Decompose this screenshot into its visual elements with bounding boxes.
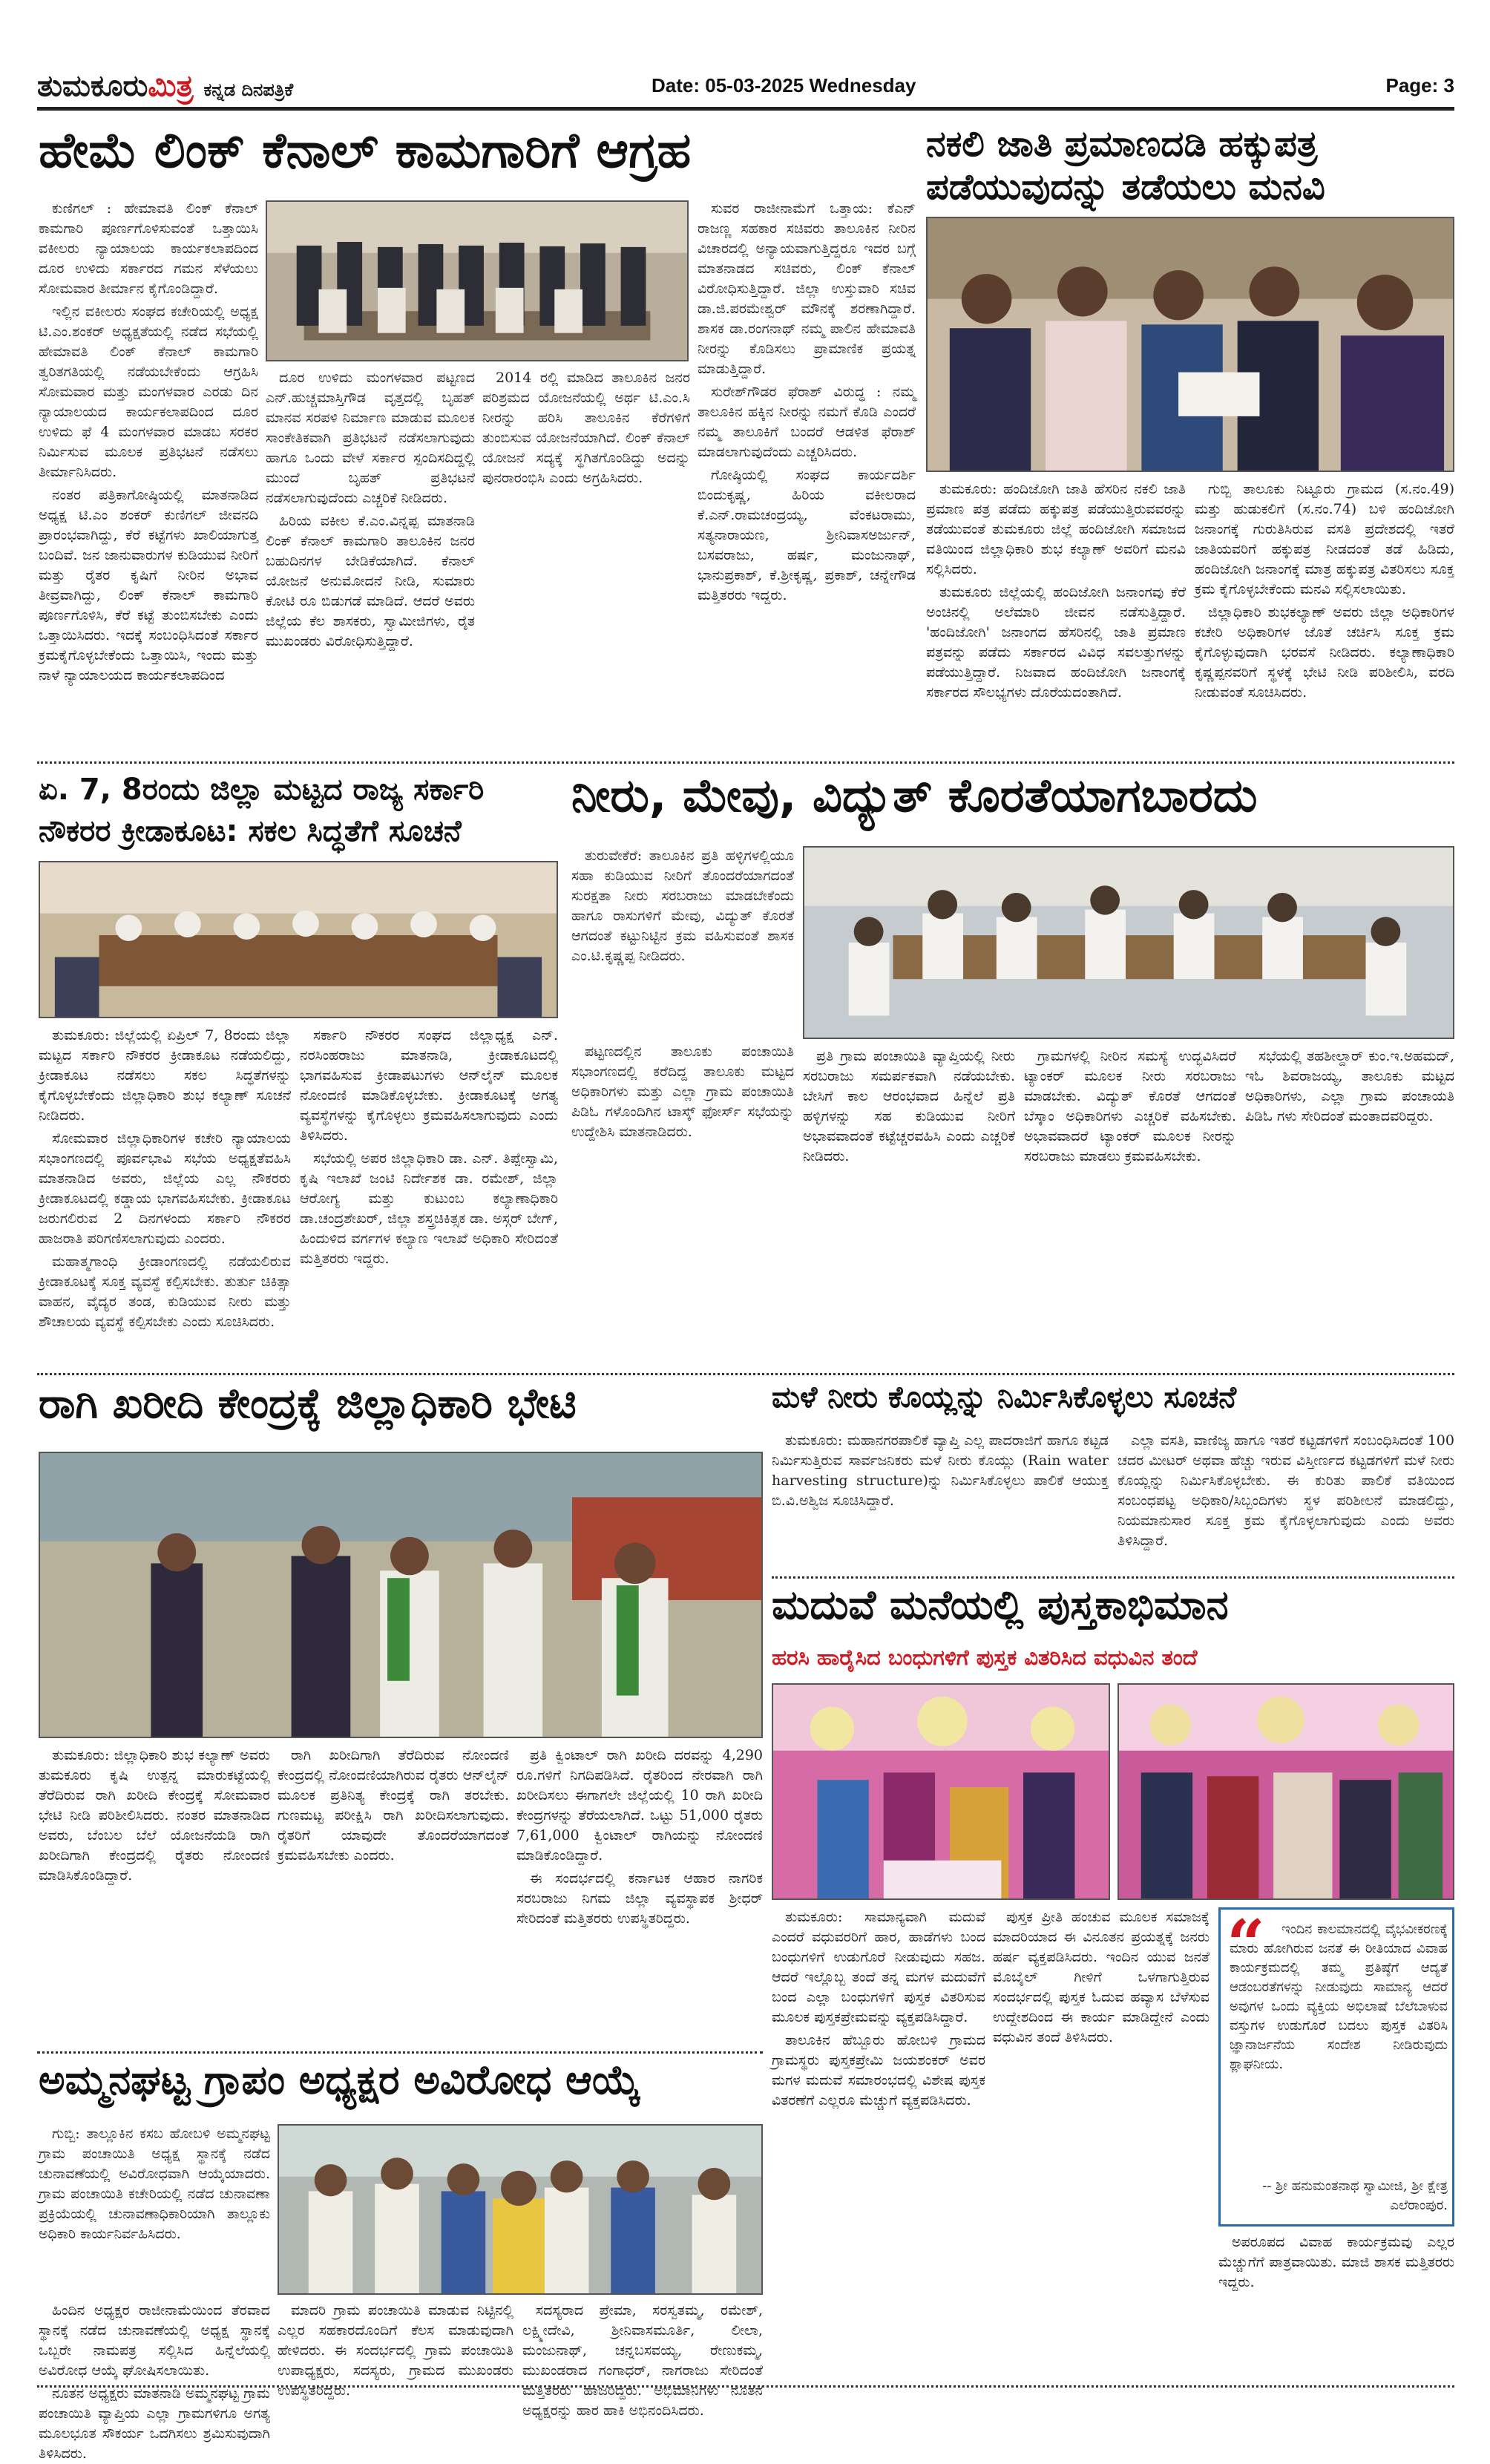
hemavathi-col-3 [482,368,690,707]
hemavathi-para-7: ಸುವರ ರಾಜೀನಾಮೆಗೆ ಒತ್ತಾಯ: ಕೆಎನ್ ರಾಜಣ್ಣ ಸಹಕಾರ ಸಚಿವರು ತಾಲೂಕಿನ ನೀರಿನ ವಿಚಾರದಲ್ಲಿ ಅನ್ಯಾಯವಾಗುತ್ತಿದ್ದರೂ ಇದರ ಬಗ್ಗೆ ಮಾತನಾಡದ ಸಚಿವರು, ಲಿಂಕ್ ಕೆನಾಲ್ ವಿರೋಧಿಸುತ್ತಿದ್ದಾರೆ. ಜಿಲ್ಲಾ ಉಸ್ತುವಾರಿ ಸಚಿವ ಡಾ.ಜಿ.ಪರಮೇಶ್ವರ್ ಮೌನಕ್ಕೆ ಶರಣಾಗಿದ್ದಾರೆ. ಶಾಸಕ ಡಾ.ರಂಗನಾಥ್ ನಮ್ಮ ಪಾಲಿನ ಹೇಮಾವತಿ ನೀರನ್ನು ಕೊಡಿಸಲು ಪ್ರಾಮಾಣಿಕ ಪ್ರಯತ್ನ ಮಾಡುತ್ತಿದ್ದಾರೆ. [698,200,916,377]
caste-para-4: ಜಿಲ್ಲಾಧಿಕಾರಿ ಶುಭಕಲ್ಯಾಣ್ ಅವರು ಜಿಲ್ಲಾ ಅಧಿಕಾರಿಗಳ ಕಚೇರಿ ಅಧಿಕಾರಿಗಳ ಜೊತೆ ಚರ್ಚಿಸಿ ಸೂಕ್ತ ಕ್ರಮ ಕೈಗೊಳ್ಳುವುದಾಗಿ ಭರವಸೆ ನೀಡಿದರು. ಕಲ್ಯಾಣಾಧಿಕಾರಿ ಕೃಷ್ಣಪ್ಪನವರಿಗೆ ಸ್ಥಳಕ್ಕೆ ಭೇಟಿ ನೀಡಿ ಪರಿಶೀಲಿಸಿ, ವರದಿ ನೀಡುವಂತೆ ಸೂಚಿಸಿದರು. [1195,604,1454,701]
rainwater-headline: ಮಳೆ ನೀರು ಕೊಯ್ಲನ್ನು ನಿರ್ಮಿಸಿಕೊಳ್ಳಲು ಸೂಚನೆ [772,1380,1237,1415]
taskforce-meeting-photo [803,846,1454,1039]
hemavathi-para-8: ಸುರೇಶ್‌ಗೌಡರ ಫೆರಾಶ್ ವಿರುದ್ಧ : ನಮ್ಮ ತಾಲೂಕಿನ ಹಕ್ಕಿನ ನೀರನ್ನು ನಮಗೆ ಕೊಡಿ ಎಂದರೆ ನಮ್ಮ ತಾಲೂಕಿಗೆ ಬಂದರೆ ಆಡಳಿತ ಫೆರಾಶ್ ಮಾಡಲಾಗುವುದೆಂದು ಎಚ್ಚರಿಸಿದರು. [698,384,916,460]
hemavathi-para-2: ಇಲ್ಲಿನ ವಕೀಲರು ಸಂಘದ ಕಚೇರಿಯಲ್ಲಿ ಅಧ್ಯಕ್ಷ ಟಿ.ಎಂ.ಶಂಕರ್ ಅಧ್ಯಕ್ಷತೆಯಲ್ಲಿ ನಡೆದ ಸಭೆಯಲ್ಲಿ ಹೇಮಾವತಿ ಲಿಂಕ್ ಕೆನಾಲ್ ಕಾಮಗಾರಿ ತ್ವರಿತಗತಿಯಲ್ಲಿ ನಡೆಯಬೇಕೆಂದು ಆಗ್ರಹಿಸಿ ಸೋಮವಾರ ಮತ್ತು ಮಂಗಳವಾರ ಎರಡು ದಿನ ನ್ಯಾಯಾಲಯದ ಕಾರ್ಯಕಲಾಪದಿಂದ ದೂರ ಉಳಿದು ಫೆ 4 ಮಂಗಳವಾರ ಮಾಡಬ ಸರಕರ ನಿರ್ಮಿಸುವ ಮೂಲಕ ಪ್ರತಿಭಟನೆ ನಡೆಸಲು ತೀರ್ಮಾನಿಸಿದರು. [39,304,258,480]
ammanaghatta-visible-col-1 [39,2301,270,2462]
water-para-5: ಸಭೆಯಲ್ಲಿ ತಹಶೀಲ್ದಾರ್ ಕುಂ.ಇ.ಅಹಮದ್, ಇಓ ಶಿವರಾಜಯ್ಯ, ತಾಲೂಕು ಮಟ್ಟದ ಅಧಿಕಾರಿಗಳು, ಎಲ್ಲಾ ಗ್ರಾಮ ಪಂಚಾಯತಿ ಪಿಡಿಓ ಗಳು ಸೇರಿದಂತೆ ಮಂತಾದವರಿದ್ದರು. [1245,1048,1454,1124]
wedding-photo-left [772,1683,1110,1900]
water-col-2 [803,1046,1015,1360]
sports-para-4: ಸರ್ಕಾರಿ ನೌಕರರ ಸಂಘದ ಜಿಲ್ಲಾಧ್ಯಕ್ಷ ಎನ್. ನರಸಿಂಹರಾಜು ಮಾತನಾಡಿ, ಕ್ರೀಡಾಕೂಟದಲ್ಲಿ ಭಾಗವಹಿಸುವ ಕ್ರೀಡಾಪಟುಗಳು ಆನ್‌ಲೈನ್ ಮೂಲಕ ನೋಂದಣಿ ಮಾಡಿಕೊಳ್ಳಬೇಕು. ಕ್ರೀಡಾಕೂಟಕ್ಕೆ ಅಗತ್ಯ ವ್ಯವಸ್ಥೆಗಳನ್ನು ಕೈಗೊಳ್ಳಲು ಕ್ರಮವಹಿಸಲಾಗುವುದು ಎಂದು ತಿಳಿಸಿದರು. [300,1027,558,1144]
ragi-col-3 [516,1746,763,2042]
caste-petition-photo [926,217,1454,472]
ragi-para-1: ತುಮಕೂರು: ಜಿಲ್ಲಾಧಿಕಾರಿ ಶುಭ ಕಲ್ಯಾಣ್ ಅವರು ತುಮಕೂರು ಕೃಷಿ ಉತ್ಪನ್ನ ಮಾರುಕಟ್ಟೆಯಲ್ಲಿ ತೆರೆದಿರುವ ರಾಗಿ ಖರೀದಿ ಕೇಂದ್ರಕ್ಕೆ ಸೋಮವಾರ ಭೇಟಿ ನೀಡಿ ಪರಿಶೀಲಿಸಿದರು. ನಂತರ ಮಾತನಾಡಿದ ಅವರು, ಬೆಂಬಲ ಬೆಲೆ ಯೋಜನೆಯಡಿ ರಾಗಿ ಖರೀದಿಗಾಗಿ ಕೇಂದ್ರದಲ್ಲಿ ರೈತರು ನೋಂದಣಿ ಮಾಡಿಸಿಕೊಂಡಿದ್ದಾರೆ. [39,1747,270,1884]
ammanaghatta-visible-col-2 [278,2301,513,2399]
sports-para-3: ಮಹಾತ್ಮಗಾಂಧಿ ಕ್ರೀಡಾಂಗಣದಲ್ಲಿ ನಡೆಯಲಿರುವ ಕ್ರೀಡಾಕೂಟಕ್ಕೆ ಸೂಕ್ತ ವ್ಯವಸ್ಥೆ ಕಲ್ಪಿಸಬೇಕು. ತುರ್ತು ಚಿಕಿತ್ಸಾ ವಾಹನ, ವೈದ್ಯರ ತಂಡ, ಕುಡಿಯುವ ನೀರು ಮತ್ತು ಶೌಚಾಲಯ ವ್ಯವಸ್ಥೆ ಕಲ್ಪಿಸಬೇಕು ಎಂದು ಸೂಚಿಸಿದರು. [39,1254,291,1330]
lawyers-meeting-photo [266,200,689,361]
hemavathi-headline: ಹೇಮೆ ಲಿಂಕ್ ಕೆನಾಲ್ ಕಾಮಗಾರಿಗೆ ಆಗ್ರಹ [39,122,692,179]
hemavathi-col-2 [266,368,475,707]
ammanaghatta-visible-col-3 [522,2301,763,2419]
caste-headline: ನಕಲಿ ಜಾತಿ ಪ್ರಮಾಣದಡಿ ಹಕ್ಕುಪತ್ರ ಪಡೆಯುವುದನ್ನು ತಡೆಯಲು ಮನವಿ [926,123,1325,208]
wedding-col-2 [993,1907,1210,2293]
wedding-quote-author: -- ಶ್ರೀ ಹನುಮಂತನಾಥ ಸ್ವಾಮೀಜಿ, ಶ್ರೀ ಕ್ಷೇತ್ರ ಎಲೆರಾಂಪುರ. [1262,2178,1448,2213]
water-col-1 [571,846,794,1039]
sports-para-2: ಸೋಮವಾರ ಜಿಲ್ಲಾಧಿಕಾರಿಗಳ ಕಚೇರಿ ನ್ಯಾಯಾಲಯ ಸಭಾಂಗಣದಲ್ಲಿ ಪೂರ್ವಭಾವಿ ಸಭೆಯ ಅಧ್ಯಕ್ಷತೆವಹಿಸಿ ಮಾತನಾಡಿದ ಅವರು, ಜಿಲ್ಲೆಯ ಎಲ್ಲ ನೌಕರರು ಕ್ರೀಡಾಕೂಟದಲ್ಲಿ ಕಡ್ಡಾಯ ಭಾಗವಹಿಸಬೇಕು. ಕ್ರೀಡಾಕೂಟ ಜರುಗಲಿರುವ 2 ದಿನಗಳಂದು ಸರ್ಕಾರಿ ನೌಕರರ ಹಾಜರಾತಿ ಪರಿಗಣಿಸಲಾಗುವುದು ಎಂದರು. [39,1130,291,1247]
ammanaghatta-headline: ಅಮ್ಮನಘಟ್ಟ ಗ್ರಾಪಂ ಅಧ್ಯಕ್ಷರ ಅವಿರೋಧ ಆಯ್ಕೆ [39,2057,640,2103]
ragi-para-2: ರಾಗಿ ಖರೀದಿಗಾಗಿ ತೆರೆದಿರುವ ನೋಂದಣಿ ಕೇಂದ್ರದಲ್ಲಿ ನೋಂದಣಿಯಾಗಿರುವ ರೈತರು ಆನ್‌ಲೈನ್ ಮೂಲಕ ಪ್ರತಿನಿತ್ಯ ಕೇಂದ್ರಕ್ಕೆ ರಾಗಿ ತರಬೇಕು. ಗುಣಮಟ್ಟ ಪರೀಕ್ಷಿಸಿ ರಾಗಿ ಖರೀದಿಸಲಾಗುವುದು. ರೈತರಿಗೆ ಯಾವುದೇ ತೊಂದರೆಯಾಗದಂತೆ ಕ್ರಮವಹಿಸಬೇಕು ಎಂದರು. [278,1747,509,1864]
wedding-subheadline: ಹರಸಿ ಹಾರೈಸಿದ ಬಂಧುಗಳಿಗೆ ಪುಸ್ತಕ ವಿತರಿಸಿದ ವಧುವಿನ ತಂದೆ [772,1645,1198,1670]
wedding-quote-box [1218,1907,1454,2227]
ragi-para-4: ಈ ಸಂದರ್ಭದಲ್ಲಿ ಕರ್ನಾಟಕ ಆಹಾರ ನಾಗರಿಕ ಸರಬರಾಜು ನಿಗಮ ಜಿಲ್ಲಾ ವ್ಯವಸ್ಥಾಪಕ ಶ್ರೀಧರ್ ಸೇರಿದಂತೆ ಮತ್ತಿತರರು ಉಪಸ್ಥಿತರಿದ್ದರು. [516,1870,763,1927]
wedding-para-2: ತಾಲೂಕಿನ ಹೆಬ್ಬೂರು ಹೋಬಳಿ ಗ್ರಾಮದ ಗ್ರಾಮಸ್ಥರು ಪುಸ್ತಕಪ್ರೇಮಿ ಜಯಶಂಕರ್ ಅವರ ಮಗಳ ಮದುವೆ ಸಮಾರಂಭದಲ್ಲಿ ವಿಶೇಷ ಪುಸ್ತಕ ವಿತರಣೆಗೆ ಎಲ್ಲರೂ ಮೆಚ್ಚುಗೆ ವ್ಯಕ್ತಪಡಿಸಿದರು. [772,2032,985,2109]
masthead-name-part1: ತುಮಕೂರು [37,68,148,103]
masthead-rule [37,107,1454,111]
wedding-col-1 [772,1907,985,2293]
sports-col-1 [39,1026,291,1360]
sports-para-5: ಸಭೆಯಲ್ಲಿ ಅಪರ ಜಿಲ್ಲಾಧಿಕಾರಿ ಡಾ. ಎನ್. ತಿಪ್ಪೇಸ್ವಾಮಿ, ಕೃಷಿ ಇಲಾಖೆ ಜಂಟಿ ನಿರ್ದೇಶಕ ಡಾ. ರಮೇಶ್, ಜಿಲ್ಲಾ ಆರೋಗ್ಯ ಮತ್ತು ಕುಟುಂಬ ಕಲ್ಯಾಣಾಧಿಕಾರಿ ಡಾ.ಚಂದ್ರಶೇಖರ್, ಜಿಲ್ಲಾ ಶಸ್ತ್ರಚಿಕಿತ್ಸಕ ಡಾ. ಅಸ್ಗರ್ ಬೇಗ್, ಹಿಂದುಳಿದ ವರ್ಗಗಳ ಕಲ್ಯಾಣ ಇಲಾಖೆ ಅಧಿಕಾರಿ ಸೇರಿದಂತೆ ಮತ್ತಿತರರು ಇದ್ದರು. [300,1150,558,1267]
rainwater-para-1: ತುಮಕೂರು: ಮಹಾನಗರಪಾಲಿಕೆ ವ್ಯಾಪ್ತಿ ಎಲ್ಲ ಪಾದರಾಜಿಗೆ ಹಾಗೂ ಕಟ್ಟಡ ನಿರ್ಮಿಸುತ್ತಿರುವ ಸಾರ್ವಜನಿಕರು ಮಳೆ ನೀರು ಕೊಯ್ಲು (Rain water harvesting structure)ನ್ನು ನಿರ್ಮಿಸಿಕೊಳ್ಳಲು ಪಾಲಿಕೆ ಆಯುಕ್ತ ಬಿ.ವಿ.ಅಶ್ವಿಜ ಸೂಚಿಸಿದ್ದಾರೆ. [772,1432,1109,1509]
water-col-3 [1024,1046,1236,1360]
water-para-2: ಪಟ್ಟಣದಲ್ಲಿನ ತಾಲೂಕು ಪಂಚಾಯಿತಿ ಸಭಾಂಗಣದಲ್ಲಿ ಕರೆದಿದ್ದ ತಾಲೂಕು ಮಟ್ಟದ ಅಧಿಕಾರಿಗಳು ಮತ್ತು ಎಲ್ಲಾ ಗ್ರಾಮ ಪಂಚಾಯಿತಿ ಪಿಡಿಓ ಗಳೊಂದಿಗಿನ ಟಾಸ್ಕ್ ಫೋರ್ಸ್ ಸಭೆಯನ್ನು ಉದ್ದೇಶಿಸಿ ಮಾತನಾಡಿದರು. [571,1043,794,1140]
wedding-headline: ಮದುವೆ ಮನೆಯಲ್ಲಿ ಪುಸ್ತಕಾಭಿಮಾನ [772,1582,1229,1628]
ammanaghatta-para-2: ಹಿಂದಿನ ಅಧ್ಯಕ್ಷರ ರಾಜೀನಾಮೆಯಿಂದ ತೆರವಾದ ಸ್ಥಾನಕ್ಕೆ ನಡೆದ ಚುನಾವಣೆಯಲ್ಲಿ ಅಧ್ಯಕ್ಷ ಸ್ಥಾನಕ್ಕೆ ಒಬ್ಬರೇ ನಾಮಪತ್ರ ಸಲ್ಲಿಸಿದ ಹಿನ್ನೆಲೆಯಲ್ಲಿ ಅವಿರೋಧ ಆಯ್ಕೆ ಘೋಷಿಸಲಾಯಿತು. [39,2302,270,2379]
hemavathi-para-9: ಗೋಷ್ಠಿಯಲ್ಲಿ ಸಂಘದ ಕಾರ್ಯದರ್ಶಿ ಬಿಂದುಕೃಷ್ಣ, ಹಿರಿಯ ವಕೀಲರಾದ ಕೆ.ಎನ್.ರಾಮಚಂದ್ರಯ್ಯ, ವೆಂಕಟರಾಮು, ಸತ್ಯನಾರಾಯಣ, ಶ್ರೀನಿವಾಸಅರ್ಜುನ್, ಬಸವರಾಜು, ಹರ್ಷ, ಮಂಜುನಾಥ್, ಭಾನುಪ್ರಕಾಶ್, ಕೆ.ಶ್ರೀಕೃಷ್ಣ, ಪ್ರಕಾಶ್, ಚನ್ನೇಗೌಡ ಮತ್ತಿತರರು ಇದ್ದರು. [698,467,916,603]
water-para-4: ಗ್ರಾಮಗಳಲ್ಲಿ ನೀರಿನ ಸಮಸ್ಯೆ ಉದ್ಭವಿಸಿದರೆ ಟ್ಯಾಂಕರ್ ಮೂಲಕ ನೀರು ಸರಬರಾಜು ಮಾಡಬೇಕು. ವಿದ್ಯುತ್ ಕೊರತೆ ಆಗದಂತೆ ಬೆಸ್ಕಾಂ ಅಧಿಕಾರಿಗಳು ಎಚ್ಚರಿಕೆ ವಹಿಸಬೇಕು. ಅಭಾವವಾದರೆ ಟ್ಯಾಂಕರ್ ಮೂಲಕ ನೀರನ್ನು ಸರಬರಾಜು ಮಾಡಲು ಕ್ರಮವಹಿಸಬೇಕು. [1024,1048,1236,1164]
ammanaghatta-col-1 [39,2124,270,2295]
rainwater-col-1 [772,1431,1109,1564]
wedding-quote: ಇಂದಿನ ಕಾಲಮಾನದಲ್ಲಿ ವೈಭವೀಕರಣಕ್ಕೆ ಮಾರು ಹೋಗಿರುವ ಜನತೆ ಈ ರೀತಿಯಾದ ವಿವಾಹ ಕಾರ್ಯಕ್ರಮದಲ್ಲಿ ತಮ್ಮ ಪ್ರತಿಷ್ಠೆಗೆ ಆದ್ಯತೆ ಆಡಂಬರತೆಗಳನ್ನು ನೀಡುವುದು ಸಾಮಾನ್ಯ ಆದರೆ ಅವುಗಳ ಒಂದು ವ್ಯಕ್ತಿಯ ಅಭಿಲಾಷೆ ಬೆಲೆಬಾಳುವ ವಸ್ತುಗಳ ಉಡುಗೊರೆ ಬದಲು ಪುಸ್ತಕ ವಿತರಿಸಿ ಜ್ಞಾನಾರ್ಜನೆಯ ಸಂದೇಶ ನೀಡಿರುವುದು ಶ್ಲಾಘನೀಯ. [1230,1921,1448,2072]
ammanaghatta-para-1: ಗುಬ್ಬಿ: ತಾಲ್ಲೂಕಿನ ಕಸಬ ಹೋಬಳಿ ಅಮ್ಮನಘಟ್ಟ ಗ್ರಾಮ ಪಂಚಾಯಿತಿ ಅಧ್ಯಕ್ಷ ಸ್ಥಾನಕ್ಕೆ ನಡೆದ ಚುನಾವಣೆಯಲ್ಲಿ ಅವಿರೋಧವಾಗಿ ಆಯ್ಕೆಯಾದರು. ಗ್ರಾಮ ಪಂಚಾಯಿತಿ ಕಚೇರಿಯಲ್ಲಿ ನಡೆದ ಚುನಾವಣಾ ಪ್ರಕ್ರಿಯೆಯಲ್ಲಿ ಚುನಾವಣಾಧಿಕಾರಿಯಾಗಿ ತಾಲ್ಲೂಕು ಅಧಿಕಾರಿ ಕಾರ್ಯನಿರ್ವಹಿಸಿದರು. [39,2126,270,2242]
wedding-photo-right [1118,1683,1454,1900]
ammanaghatta-para-3: ನೂತನ ಅಧ್ಯಕ್ಷರು ಮಾತನಾಡಿ ಅಮ್ಮನಘಟ್ಟ ಗ್ರಾಮ ಪಂಚಾಯಿತಿ ವ್ಯಾಪ್ತಿಯ ಎಲ್ಲಾ ಗ್ರಾಮಗಳಿಗೂ ಅಗತ್ಯ ಮೂಲಭೂತ ಸೌಕರ್ಯ ಒದಗಿಸಲು ಶ್ರಮಿಸುವುದಾಗಿ ತಿಳಿಸಿದರು. [39,2385,270,2462]
hemavathi-para-5: ಹಿರಿಯ ವಕೀಲ ಕೆ.ಎಂ.ವಿನ್ನಪ್ಪ ಮಾತನಾಡಿ ಲಿಂಕ್ ಕೆನಾಲ್ ಕಾಮಗಾರಿ ತಾಲೂಕಿನ ಜನರ ಬಹುದಿನಗಳ ಬೇಡಿಕೆಯಾಗಿದೆ. ಕೆನಾಲ್ ಯೋಜನೆ ಅನುಮೋದನೆ ನೀಡಿ, ಸುಮಾರು ಕೋಟಿ ರೂ ಬಿಡುಗಡೆ ಮಾಡಿದೆ. ಆದರೆ ಅವರು ಜಿಲ್ಲೆಯ ಕೆಲ ಶಾಸಕರು, ಸ್ವಾಮೀಜಿಗಳು, ರೈತ ಮುಖಂಡರು ವಿರೋಧಿಸುತ್ತಿದ್ದಾರೆ. [266,513,475,649]
masthead-name-part2: ಮಿತ್ರ [148,68,194,103]
masthead-subtitle: ಕನ್ನಡ ದಿನಪತ್ರಿಕೆ [203,79,294,100]
ammanaghatta-para-4: ಮಾದರಿ ಗ್ರಾಮ ಪಂಚಾಯಿತಿ ಮಾಡುವ ನಿಟ್ಟಿನಲ್ಲಿ ಎಲ್ಲರ ಸಹಕಾರದೊಂದಿಗೆ ಕೆಲಸ ಮಾಡುವುದಾಗಿ ಹೇಳಿದರು. ಈ ಸಂದರ್ಭದಲ್ಲಿ ಗ್ರಾಮ ಪಂಚಾಯಿತಿ ಉಪಾಧ್ಯಕ್ಷರು, ಸದಸ್ಯರು, ಗ್ರಾಮದ ಮುಖಂಡರು ಉಪಸ್ಥಿತರಿದ್ದರು. [278,2302,513,2399]
section-divider-1 [37,761,1454,764]
rainwater-para-2: ಎಲ್ಲಾ ವಸತಿ, ವಾಣಿಜ್ಯ ಹಾಗೂ ಇತರೆ ಕಟ್ಟಡಗಳಿಗೆ ಸಂಬಂಧಿಸಿದಂತೆ 100 ಚದರ ಮೀಟರ್ ಅಥವಾ ಹೆಚ್ಚು ಇರುವ ವಿಸ್ತೀರ್ಣದ ಕಟ್ಟಡಗಳಿಗೆ ಮಳೆ ನೀರು ಕೊಯ್ಲನ್ನು ನಿರ್ಮಿಸಿಕೊಳ್ಳಬೇಕು. ಈ ಕುರಿತು ಪಾಲಿಕೆ ವತಿಯಿಂದ ಸಂಬಂಧಪಟ್ಟ ಅಧಿಕಾರಿ/ಸಿಬ್ಬಂದಿಗಳು ಸ್ಥಳ ಪರಿಶೀಲನೆ ಮಾಡಲಿದ್ದು, ನಿಯಮಾನುಸಾರ ಸೂಕ್ತ ಕ್ರಮ ಕೈಗೊಳ್ಳಲಾಗುವುದು ಎಂದು ಅವರು ತಿಳಿಸಿದ್ದಾರೆ. [1118,1432,1454,1549]
hemavathi-para-1: ಕುಣಿಗಲ್ : ಹೇಮಾವತಿ ಲಿಂಕ್ ಕೆನಾಲ್ ಕಾಮಗಾರಿ ಪೂರ್ಣಗೊಳಿಸುವಂತೆ ಒತ್ತಾಯಿಸಿ ವಕೀಲರು ನ್ಯಾಯಾಲಯ ಕಾರ್ಯಕಲಾಪದಿಂದ ದೂರ ಉಳಿದು ಸರ್ಕಾರದ ಗಮನ ಸೆಳೆಯಲು ಸೋಮವಾರ ತೀರ್ಮಾನ ಕೈಗೊಂಡಿದ್ದಾರೆ. [39,200,258,297]
caste-para-2: ತುಮಕೂರು ಜಿಲ್ಲೆಯಲ್ಲಿ ಹಂದಿಜೋಗಿ ಜನಾಂಗವು ಕೆರೆ ಅಂಚಿನಲ್ಲಿ ಅಲೆಮಾರಿ ಜೀವನ ನಡೆಸುತ್ತಿದ್ದಾರೆ. 'ಹಂದಿಜೋಗಿ' ಜನಾಂಗದ ಹೆಸರಿನಲ್ಲಿ ಜಾತಿ ಪ್ರಮಾಣ ಪತ್ರವನ್ನು ಪಡೆದು ಸರ್ಕಾರದ ವಿವಿಧ ಸವಲತ್ತುಗಳನ್ನು ಪಡೆಯುತ್ತಿದ್ದಾರೆ. ನಿಜವಾದ ಹಂದಿಜೋಗಿ ಜನಾಂಗಕ್ಕೆ ಸರ್ಕಾರದ ಸೌಲಭ್ಯಗಳು ದೊರೆಯದಂತಾಗಿದೆ. [926,584,1186,701]
caste-para-1: ತುಮಕೂರು: ಹಂದಿಜೋಗಿ ಜಾತಿ ಹೆಸರಿನ ನಕಲಿ ಜಾತಿ ಪ್ರಮಾಣ ಪತ್ರ ಪಡೆದು ಹಕ್ಕುಪತ್ರ ಪಡೆಯುತ್ತಿರುವವರನ್ನು ತಡೆಯುವಂತೆ ತುಮಕೂರು ಜಿಲ್ಲೆ ಹಂದಿಜೋಗಿ ಸಮಾಜದ ವತಿಯಿಂದ ಜಿಲ್ಲಾಧಿಕಾರಿ ಶುಭ ಕಲ್ಯಾಣ್ ಅವರಿಗೆ ಮನವಿ ಸಲ್ಲಿಸಿದರು. [926,481,1186,577]
ragi-para-3: ಪ್ರತಿ ಕ್ವಿಂಟಾಲ್ ರಾಗಿ ಖರೀದಿ ದರವನ್ನು 4,290 ರೂ.ಗಳಿಗೆ ನಿಗದಿಪಡಿಸಿದೆ. ರೈತರಿಂದ ನೇರವಾಗಿ ರಾಗಿ ಖರೀದಿಸಲು ಈಗಾಗಲೇ ಜಿಲ್ಲೆಯಲ್ಲಿ 10 ರಾಗಿ ಖರೀದಿ ಕೇಂದ್ರಗಳನ್ನು ತೆರೆಯಲಾಗಿದೆ. ಒಟ್ಟು 51,000 ರೈತರು 7,61,000 ಕ್ವಿಂಟಾಲ್ ರಾಗಿಯನ್ನು ನೋಂದಣಿ ಮಾಡಿಕೊಂಡಿದ್ದಾರೆ. [516,1747,763,1864]
sports-headline: ಏ. 7, 8ರಂದು ಜಿಲ್ಲಾ ಮಟ್ಟದ ರಾಜ್ಯ ಸರ್ಕಾರಿ ನೌಕರರ ಕ್ರೀಡಾಕೂಟ: ಸಕಲ ಸಿದ್ಧತೆಗೆ ಸೂಚನೆ [39,773,485,848]
issue-date: Date: 05-03-2025 Wednesday [652,74,916,96]
section-divider-2 [37,1373,1454,1375]
masthead-logo [37,68,293,103]
hemavathi-para-6: 2014 ರಲ್ಲಿ ಮಾಡಿದ ತಾಲೂಕಿನ ಜನರ ಪರಿಶ್ರಮದ ಯೋಜನೆಯಲ್ಲಿ ಅರ್ಥ ಟಿ.ಎಂ.ಸಿ ನೀರನ್ನು ಹರಿಸಿ ತಾಲೂಕಿನ ಕೆರೆಗಳಿಗೆ ತುಂಬಿಸುವ ಯೋಜನೆಯಾಗಿದೆ. ಲಿಂಕ್ ಕೆನಾಲ್ ಯೋಜನೆ ಸದ್ಯಕ್ಕೆ ಸ್ಥಗಿತಗೊಂಡಿದ್ದು ಅದನ್ನು ಪುನರಾರಂಭಿಸಿ ಎಂದು ಅಗ್ರಹಿಸಿದರು. [482,370,690,486]
water-headline: ನೀರು, ಮೇವು, ವಿದ್ಯುತ್ ಕೊರತೆಯಾಗಬಾರದು [571,768,1258,822]
water-col-4 [1245,1046,1454,1360]
section-divider-4 [37,2051,763,2054]
wedding-tail [1218,2232,1454,2293]
page-number: Page: 3 [1385,74,1454,96]
ragi-col-2 [278,1746,509,2042]
ammanaghatta-felicitation-photo [278,2124,763,2295]
section-divider-3 [772,1576,1454,1579]
sports-para-1: ತುಮಕೂರು: ಜಿಲ್ಲೆಯಲ್ಲಿ ಏಪ್ರಿಲ್ 7, 8ರಂದು ಜಿಲ್ಲಾ ಮಟ್ಟದ ಸರ್ಕಾರಿ ನೌಕರರ ಕ್ರೀಡಾಕೂಟ ನಡೆಯಲಿದ್ದು, ಕ್ರೀಡಾಕೂಟ ನಡೆಸಲು ಸಕಲ ಸಿದ್ಧತೆಗಳನ್ನು ಕೈಗೊಳ್ಳಬೇಕೆಂದು ಜಿಲ್ಲಾಧಿಕಾರಿ ಶುಭ ಕಲ್ಯಾಣ್ ಸೂಚನೆ ನೀಡಿದರು. [39,1027,291,1124]
wedding-tail-text: ಅಪರೂಪದ ವಿವಾಹ ಕಾರ್ಯಕ್ರಮವು ಎಲ್ಲರ ಮೆಚ್ಚುಗೆಗೆ ಪಾತ್ರವಾಯಿತು. ಮಾಜಿ ಶಾಸಕ ಮತ್ತಿತರರು ಇದ್ದರು. [1218,2234,1454,2290]
caste-para-3: ಗುಬ್ಬಿ ತಾಲೂಕು ನಿಟ್ಟೂರು ಗ್ರಾಮದ (ಸ.ನಂ.49) ಮತ್ತು ಹುಡುಕಲಿಗೆ (ಸ.ನಂ.74) ಬಳಿ ಹಂದಿಜೋಗಿ ಜನಾಂಗಕ್ಕೆ ಗುರುತಿಸಿರುವ ವಸತಿ ಪ್ರದೇಶದಲ್ಲಿ ಇತರೆ ಜಾತಿಯವರಿಗೆ ಹಕ್ಕುಪತ್ರ ನೀಡದಂತೆ ತಡೆ ಹಿಡಿದು, ಹಂದಿಜೋಗಿ ಜನಾಂಗಕ್ಕೆ ಮಾತ್ರ ಹಕ್ಕುಪತ್ರ ವಿತರಿಸಲು ಸೂಕ್ತ ಕ್ರಮ ಕೈಗೊಳ್ಳಬೇಕೆಂದು ಮನವಿ ಸಲ್ಲಿಸಲಾಯಿತು. [1195,481,1454,597]
wedding-para-1: ತುಮಕೂರು: ಸಾಮಾನ್ಯವಾಗಿ ಮದುವೆ ಎಂದರೆ ವಧುವರರಿಗೆ ಹಾರ, ಹಾಡೆಗಳು ಬಂದ ಬಂಧುಗಳಿಗೆ ಉಡುಗೊರೆ ನೀಡುವುದು ಸಹಜ. ಆದರೆ ಇಲ್ಲೊಬ್ಬ ತಂದೆ ತನ್ನ ಮಗಳ ಮದುವೆಗೆ ಬಂದ ಎಲ್ಲಾ ಬಂಧುಗಳಿಗೆ ಪುಸ್ತಕ ವಿತರಿಸುವ ಮೂಲಕ ಪುಸ್ತಕಪ್ರೇಮವನ್ನು ವ್ಯಕ್ತಪಡಿಸಿದ್ದಾರೆ. [772,1909,985,2025]
page-bottom-rule [37,2385,1454,2388]
water-para-3: ಪ್ರತಿ ಗ್ರಾಮ ಪಂಚಾಯಿತಿ ವ್ಯಾಪ್ತಿಯಲ್ಲಿ ನೀರು ಸರಬರಾಜು ಸಮರ್ಪಕವಾಗಿ ನಡೆಯಬೇಕು. ಬೇಸಿಗೆ ಕಾಲ ಆರಂಭವಾದ ಹಿನ್ನೆಲೆ ಪ್ರತಿ ಹಳ್ಳಿಗಳನ್ನು ಸಹ ಕುಡಿಯುವ ನೀರಿಗೆ ಅಭಾವವಾದಂತೆ ಕಟ್ಟೆಚ್ಚರವಹಿಸಿ ಎಂದು ಎಚ್ಚರಿಕೆ ನೀಡಿದರು. [803,1048,1015,1164]
sports-col-2 [300,1026,558,1360]
masthead [37,68,1454,101]
caste-col-2 [1195,479,1454,707]
quote-mark-icon: “ [1227,1905,1265,1984]
water-para-1: ತುರುವೇಕೆರೆ: ತಾಲೂಕಿನ ಪ್ರತಿ ಹಳ್ಳಿಗಳಲ್ಲಿಯೂ ಸಹಾ ಕುಡಿಯುವ ನೀರಿಗೆ ತೊಂದರೆಯಾಗದಂತೆ ಸುರಕ್ಷತಾ ನೀರು ಸರಬರಾಜು ಮಾಡಬೇಕೆಂದು ಹಾಗೂ ರಾಸುಗಳಿಗೆ ಮೇವು, ವಿದ್ಯುತ್ ಕೊರತೆ ಆಗದಂತೆ ಕಟ್ಟುನಿಟ್ಟಿನ ಕ್ರಮ ವಹಿಸುವಂತೆ ಶಾಸಕ ಎಂ.ಟಿ.ಕೃಷ್ಣಪ್ಪ ನೀಡಿದರು. [571,848,794,964]
hemavathi-col-4 [698,199,916,707]
hemavathi-para-3: ನಂತರ ಪತ್ರಿಕಾಗೋಷ್ಠಿಯಲ್ಲಿ ಮಾತನಾಡಿದ ಅಧ್ಯಕ್ಷ ಟಿ.ಎಂ ಶಂಕರ್ ಕುಣಿಗಲ್ ಜೀವನದಿ ಪ್ರಾರಂಭವಾಗಿದ್ದು, ಕೆರೆ ಕಟ್ಟೆಗಳು ಖಾಲಿಯಾಗುತ್ತ ಬಂದಿವೆ. ಜನ ಜಾನುವಾರುಗಳ ಕುಡಿಯುವ ನೀರಿಗೆ ಮತ್ತು ರೈತರ ಕೃಷಿಗೆ ನೀರಿನ ಅಭಾವ ತೀವ್ರವಾಗಿದ್ದು, ಲಿಂಕ್ ಕೆನಾಲ್ ಕಾಮಗಾರಿ ಪೂರ್ಣಗೊಳಿಸಿ, ಕೆರೆ ಕಟ್ಟೆ ತುಂಬಿಸಬೇಕು ಎಂದು ಒತ್ತಾಯಿಸಿದರು. ಇದಕ್ಕೆ ಸಂಬಂಧಿಸಿದಂತೆ ಸರ್ಕಾರ ಕ್ರಮಕೈಗೊಳ್ಳಬೇಕೆಂದು ಒತ್ತಾಯಿಸಿ, ಇಂದು ಮತ್ತು ನಾಳೆ ನ್ಯಾಯಾಲಯದ ಕಾರ್ಯಕಲಾಪದಿಂದ [39,487,258,684]
hemavathi-para-4: ದೂರ ಉಳಿದು ಮಂಗಳವಾರ ಪಟ್ಟಣದ ಎನ್.ಹುಚ್ಚಮಾಸ್ತಿಗೌಡ ವೃತ್ತದಲ್ಲಿ ಬೃಹತ್ ಮಾನವ ಸರಪಳಿ ನಿರ್ಮಾಣ ಮಾಡುವ ಮೂಲಕ ಸಾಂಕೇತಿಕವಾಗಿ ಪ್ರತಿಭಟನೆ ನಡೆಸಲಾಗುವುದು ಹಾಗೂ ಒಂದು ವೇಳೆ ಸರ್ಕಾರ ಸ್ಪಂದಿಸದಿದ್ದಲ್ಲಿ ಮುಂದೆ ಬೃಹತ್ ಪ್ರತಿಭಟನೆ ನಡೆಸಲಾಗುವುದೆಂದು ಎಚ್ಚರಿಕೆ ನೀಡಿದರು. [266,370,475,506]
caste-col-1 [926,479,1186,707]
water-col-1b [571,1042,794,1360]
rainwater-col-2 [1118,1431,1454,1564]
sports-meeting-photo [39,861,558,1018]
ammanaghatta-para-5: ಸದಸ್ಯರಾದ ಪ್ರೇಮಾ, ಸರಸ್ವತಮ್ಮ, ರಮೇಶ್, ಲಕ್ಷ್ಮೀದೇವಿ, ಶ್ರೀನಿವಾಸಮೂರ್ತಿ, ಲೀಲಾ, ಮಂಜುನಾಥ್, ಚನ್ನಬಸವಯ್ಯ, ರೇಣುಕಮ್ಮ, ಮುಖಂಡರಾದ ಗಂಗಾಧರ್, ನಾಗರಾಜು ಸೇರಿದಂತೆ ಮತ್ತಿತರರು ಹಾಜರಿದ್ದರು. ಅಭಿಮಾನಿಗಳು ನೂತನ ಅಧ್ಯಕ್ಷರನ್ನು ಹಾರ ಹಾಕಿ ಅಭಿನಂದಿಸಿದರು. [522,2302,763,2419]
ragi-col-1 [39,1746,270,2042]
hemavathi-col-1 [39,199,258,707]
wedding-para-3: ಪುಸ್ತಕ ಪ್ರೀತಿ ಹಂಚುವ ಮೂಲಕ ಸಮಾಜಕ್ಕೆ ಮಾದರಿಯಾದ ಈ ವಿನೂತನ ಪ್ರಯತ್ನಕ್ಕೆ ಜನರು ಹರ್ಷ ವ್ಯಕ್ತಪಡಿಸಿದರು. ಇಂದಿನ ಯುವ ಜನತೆ ಮೊಬೈಲ್ ಗೀಳಿಗೆ ಒಳಗಾಗುತ್ತಿರುವ ಸಂದರ್ಭದಲ್ಲಿ ಪುಸ್ತಕ ಓದುವ ಹವ್ಯಾಸ ಬೆಳೆಸುವ ಉದ್ದೇಶದಿಂದ ಈ ಕಾರ್ಯ ಮಾಡಿದ್ದೇನೆ ಎಂದು ವಧುವಿನ ತಂದೆ ತಿಳಿಸಿದರು. [993,1909,1210,2045]
ragi-headline: ರಾಗಿ ಖರೀದಿ ಕೇಂದ್ರಕ್ಕೆ ಜಿಲ್ಲಾಧಿಕಾರಿ ಭೇಟಿ [39,1380,577,1428]
ragi-centre-visit-photo [39,1452,763,1738]
